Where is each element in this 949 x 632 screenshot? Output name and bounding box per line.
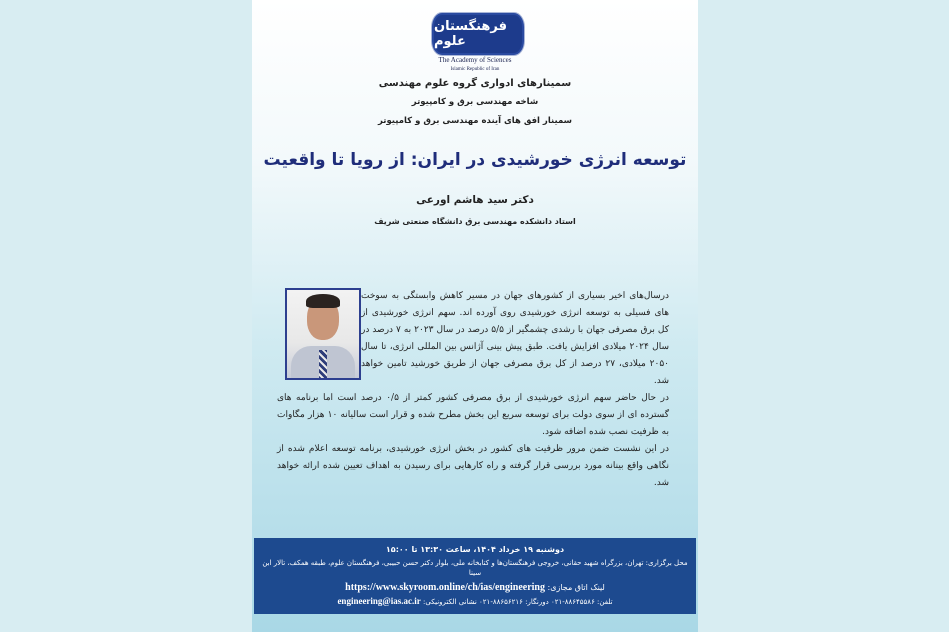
event-info-band	[254, 538, 696, 614]
logo-text: فرهنگستان علوم	[434, 19, 507, 49]
logo-english-name: The Academy of Sciences	[438, 56, 512, 64]
speaker-name: دکتر سید هاشم اورعی	[416, 194, 534, 206]
branch-name: شاخه مهندسی برق و کامپیوتر	[411, 97, 539, 107]
logo-english-subtitle: Islamic Republic of Iran	[450, 67, 500, 72]
abstract	[277, 288, 669, 492]
page-title: توسعه انرژی خورشیدی در ایران: از رویا تا واقعیت	[263, 150, 687, 170]
contact-line	[260, 596, 690, 608]
academy-logo	[432, 13, 524, 55]
abstract-paragraph-2: در حال حاضر سهم انرژی خورشیدی از برق مصرفی کشور کمتر از ۰/۵ درصد است اما برنامه های گسترده ای از سوی دولت برای توسعه سریع این بخش مطرح شده و قرار است سالیانه ۱۰ هزار مگاوات به ظرفیت نصب شده اضافه شود.	[277, 393, 669, 437]
virtual-room-link[interactable]: https://www.skyroom.online/ch/ias/engineering	[345, 581, 545, 593]
abstract-paragraph-3: در این نشست ضمن مرور ظرفیت های کشور در بخش انرژی خورشیدی، برنامه توسعه اعلام شده از نگاهی واقع بینانه مورد بررسی قرار گرفته و راه کارهایی برای رسیدن به اهداف تعیین شده ارائه خواهد شد.	[277, 444, 669, 488]
seminar-poster	[252, 0, 698, 632]
contact-phones: تلفن: ۸۸۶۴۵۵۸۶-۰۲۱ دورنگار: ۸۸۶۵۶۲۱۶-۰۲۱ نشانی الکترونیکی:	[423, 598, 613, 607]
event-datetime: دوشنبه ۱۹ خرداد ۱۴۰۴، ساعت ۱۳:۳۰ تا ۱۵:۰۰	[385, 544, 565, 554]
seminar-name: سمینار افق های آینده مهندسی برق و کامپیوتر	[377, 116, 573, 126]
speaker-affiliation: استاد دانشکده مهندسی برق دانشگاه صنعتی شریف	[374, 217, 576, 226]
virtual-room-line	[260, 582, 690, 593]
event-venue: محل برگزاری: تهران، بزرگراه شهید حقانی، خروجی فرهنگستان‌ها و کتابخانه ملی، بلوار دکتر حسن حبیبی، فرهنگستان علوم، طبقه همکف، تالار ابن سینا	[262, 559, 688, 578]
seminar-series: سمینارهای ادواری گروه علوم مهندسی	[378, 78, 572, 89]
link-label: لینک اتاق مجازی:	[547, 582, 605, 592]
abstract-paragraph-1: درسال‌های اخیر بسیاری از کشورهای جهان در مسیر کاهش وابستگی به سوخت های فسیلی به توسعه انرژی خورشیدی روی آورده اند. سهم انرژی خورشیدی از کل برق مصرفی جهان با رشدی چشمگیر از ۵/۵ درصد در سال ۲۰۲۳ به ۷ درصد در سال ۲۰۲۴ میلادی افزایش یافت. طبق پیش بینی آژانس بین المللی انرژی، تا سال ۲۰۵۰ میلادی، ۲۷ درصد از کل برق مصرفی جهان از طریق خورشید تامین خواهد شد.	[361, 291, 669, 386]
speaker-photo	[285, 288, 361, 380]
contact-email[interactable]: engineering@ias.ac.ir	[337, 596, 421, 607]
